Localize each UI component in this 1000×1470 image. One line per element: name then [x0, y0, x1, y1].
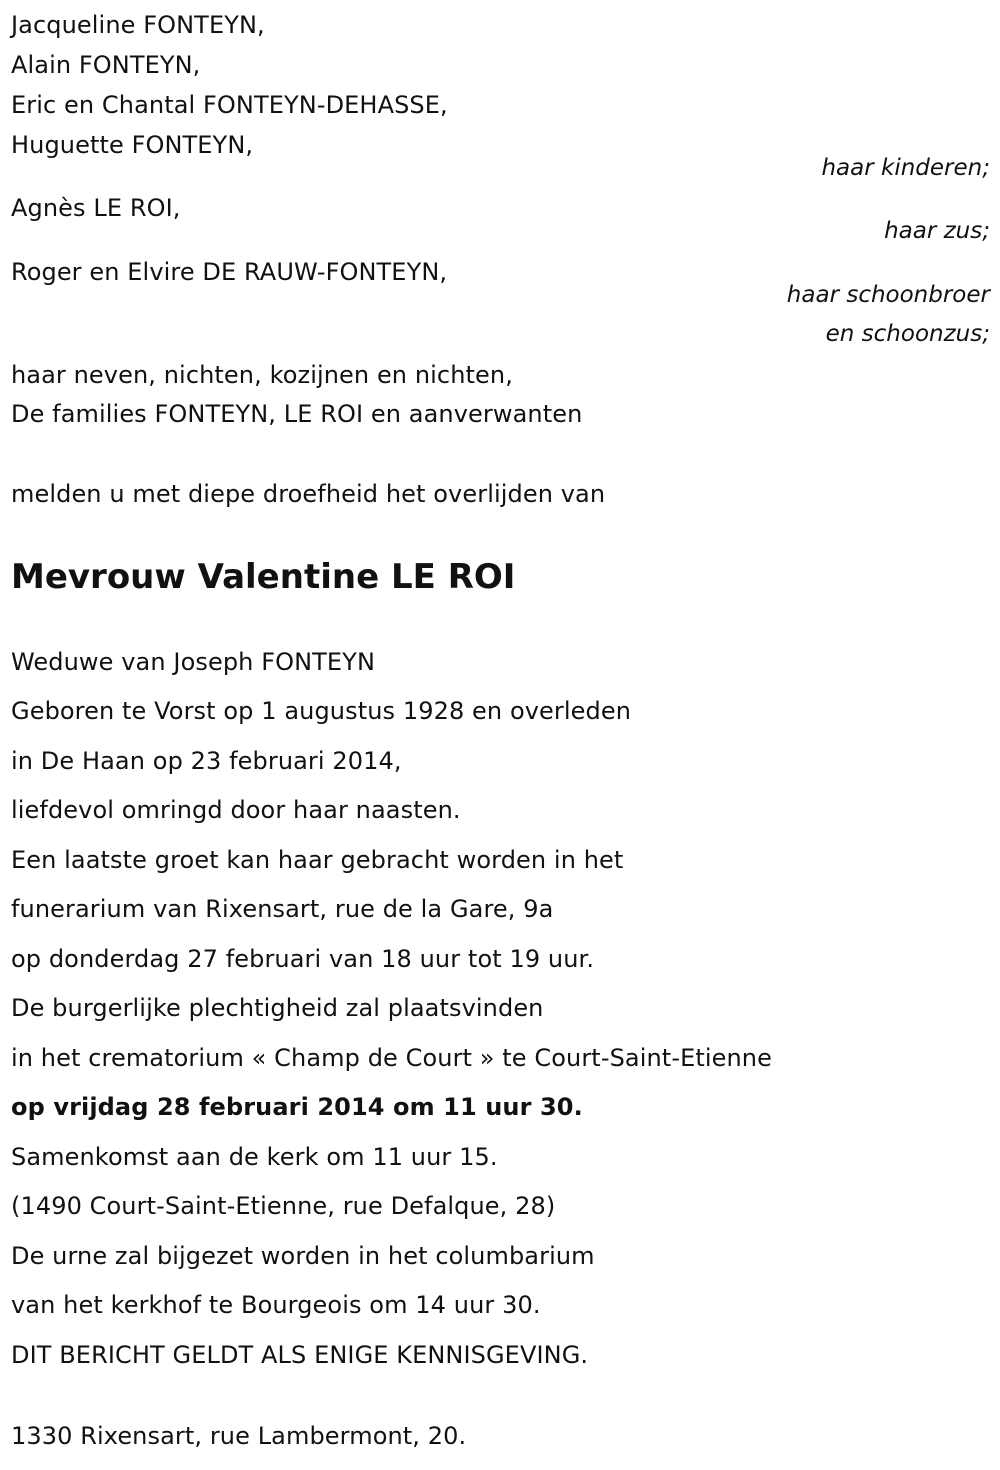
detail-line: op donderdag 27 februari van 18 uur tot 19 uur. — [11, 945, 595, 973]
detail-line: Weduwe van Joseph FONTEYN — [11, 648, 375, 676]
child-name: Huguette FONTEYN, — [11, 131, 254, 159]
detail-line: funerarium van Rixensart, rue de la Gare, 9a — [11, 895, 554, 923]
child-name: Alain FONTEYN, — [11, 51, 201, 79]
detail-line: (1490 Court-Saint-Etienne, rue Defalque, 28) — [11, 1192, 556, 1220]
deceased-name: Mevrouw Valentine LE ROI — [11, 557, 516, 597]
sister-role: haar zus; — [884, 218, 990, 244]
in-laws-role: en schoonzus; — [825, 321, 990, 347]
child-name: Eric en Chantal FONTEYN-DEHASSE, — [11, 91, 448, 119]
detail-line: van het kerkhof te Bourgeois om 14 uur 30. — [11, 1291, 541, 1319]
child-name: Jacqueline FONTEYN, — [11, 11, 265, 39]
detail-line: De urne zal bijgezet worden in het columbarium — [11, 1242, 595, 1270]
detail-line: Samenkomst aan de kerk om 11 uur 15. — [11, 1143, 498, 1171]
detail-line: Een laatste groet kan haar gebracht worden in het — [11, 846, 624, 874]
in-laws-names: Roger en Elvire DE RAUW-FONTEYN, — [11, 258, 448, 286]
children-role: haar kinderen; — [821, 155, 990, 181]
detail-line: De burgerlijke plechtigheid zal plaatsvinden — [11, 994, 544, 1022]
in-laws-role: haar schoonbroer — [786, 282, 990, 308]
address: 1330 Rixensart, rue Lambermont, 20. — [11, 1422, 467, 1450]
ceremony-date: op vrijdag 28 februari 2014 om 11 uur 30. — [11, 1093, 583, 1121]
detail-line: in het crematorium « Champ de Court » te Court-Saint-Etienne — [11, 1044, 772, 1072]
detail-line: Geboren te Vorst op 1 augustus 1928 en overleden — [11, 697, 632, 725]
relatives-line: haar neven, nichten, kozijnen en nichten, — [11, 361, 513, 389]
detail-line: in De Haan op 23 februari 2014, — [11, 747, 402, 775]
notice-statement: DIT BERICHT GELDT ALS ENIGE KENNISGEVING. — [11, 1341, 589, 1369]
detail-line: liefdevol omringd door haar naasten. — [11, 796, 461, 824]
announcement: melden u met diepe droefheid het overlijden van — [11, 480, 606, 508]
relatives-line: De families FONTEYN, LE ROI en aanverwanten — [11, 400, 583, 428]
sister-name: Agnès LE ROI, — [11, 194, 181, 222]
